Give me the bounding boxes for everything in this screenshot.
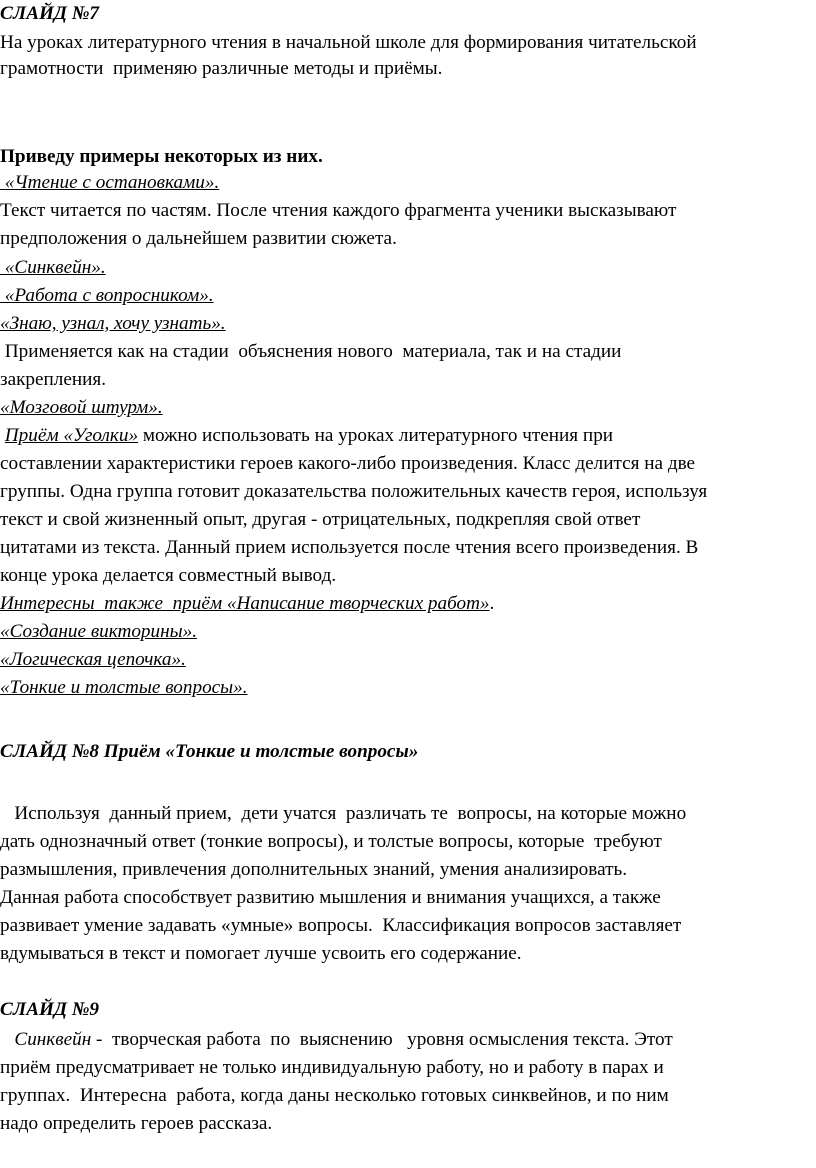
- slide8-heading: СЛАЙД №8 Приём «Тонкие и толстые вопросы»: [0, 741, 419, 762]
- method-quiz: «Создание викторины».: [0, 621, 198, 642]
- slide9-heading: СЛАЙД №9: [0, 999, 99, 1020]
- method-corners-title: Приём «Уголки»: [4, 425, 139, 446]
- slide7-examples-heading: Приведу примеры некоторых из них.: [0, 146, 323, 167]
- method-logic-chain: «Логическая цепочка».: [0, 649, 186, 670]
- method-corners-line2: составлении характеристики героев какого-либо произведения. Класс делится на две: [0, 453, 696, 474]
- indent: [0, 1029, 14, 1050]
- method-creative-writing-title: Интересны также приём «Написание творческих работ»: [0, 593, 490, 614]
- method-corners-line3: группы. Одна группа готовит доказательства положительных качеств героя, используя: [0, 481, 708, 502]
- slide9-line1-rest: - творческая работа по выяснению уровня осмысления текста. Этот: [91, 1029, 673, 1050]
- method-corners-line4: текст и свой жизненный опыт, другая - отрицательных, подкрепляя свой ответ: [0, 509, 641, 530]
- method-know-learned-want-desc1: Применяется как на стадии объяснения нового материала, так и на стадии: [0, 341, 622, 362]
- slide7-intro-line2: грамотности применяю различные методы и приёмы.: [0, 58, 443, 79]
- slide7-intro-line1: На уроках литературного чтения в начальной школе для формирования читательской: [0, 32, 697, 53]
- method-reading-with-stops: «Чтение с остановками».: [0, 172, 220, 193]
- slide8-line5: развивает умение задавать «умные» вопросы. Классификация вопросов заставляет: [0, 915, 682, 936]
- method-corners-line1: [0, 424, 613, 448]
- method-know-learned-want-desc2: закрепления.: [0, 369, 107, 390]
- slide9-line4: надо определить героев рассказа.: [0, 1113, 273, 1134]
- method-creative-writing-tail: .: [489, 593, 495, 614]
- slide8-line2: дать однозначный ответ (тонкие вопросы), и толстые вопросы, которые требуют: [0, 831, 662, 852]
- method-corners-line5: цитатами из текста. Данный прием используется после чтения всего произведения. В: [0, 537, 699, 558]
- method-cinquain: «Синквейн».: [0, 257, 106, 278]
- method-reading-with-stops-desc1: Текст читается по частям. После чтения каждого фрагмента ученики высказывают: [0, 200, 677, 221]
- method-corners-line6: конце урока делается совместный вывод.: [0, 565, 337, 586]
- slide8-line4: Данная работа способствует развитию мышления и внимания учащихся, а также: [0, 887, 661, 908]
- method-questionnaire: «Работа с вопросником».: [0, 285, 214, 306]
- method-know-learned-want: «Знаю, узнал, хочу узнать».: [0, 313, 226, 334]
- method-creative-writing: [0, 592, 494, 616]
- method-brainstorm: «Мозговой штурм».: [0, 397, 163, 418]
- slide8-line6: вдумываться в текст и помогает лучше усвоить его содержание.: [0, 943, 522, 964]
- slide8-line3: размышления, привлечения дополнительных знаний, умения анализировать.: [0, 859, 628, 880]
- slide9-term: Синквейн: [14, 1029, 92, 1050]
- slide7-heading: СЛАЙД №7: [0, 3, 99, 24]
- method-corners-rest: можно использовать на уроках литературного чтения при: [138, 425, 614, 446]
- method-thin-thick-questions: «Тонкие и толстые вопросы».: [0, 677, 248, 698]
- slide9-line2: приём предусматривает не только индивидуальную работу, но и работу в парах и: [0, 1057, 664, 1078]
- slide9-line3: группах. Интересна работа, когда даны несколько готовых синквейнов, и по ним: [0, 1085, 669, 1106]
- slide9-line1: [0, 1028, 673, 1052]
- method-reading-with-stops-desc2: предположения о дальнейшем развитии сюжета.: [0, 228, 397, 249]
- slide8-line1: Используя данный прием, дети учатся различать те вопросы, на которые можно: [0, 803, 687, 824]
